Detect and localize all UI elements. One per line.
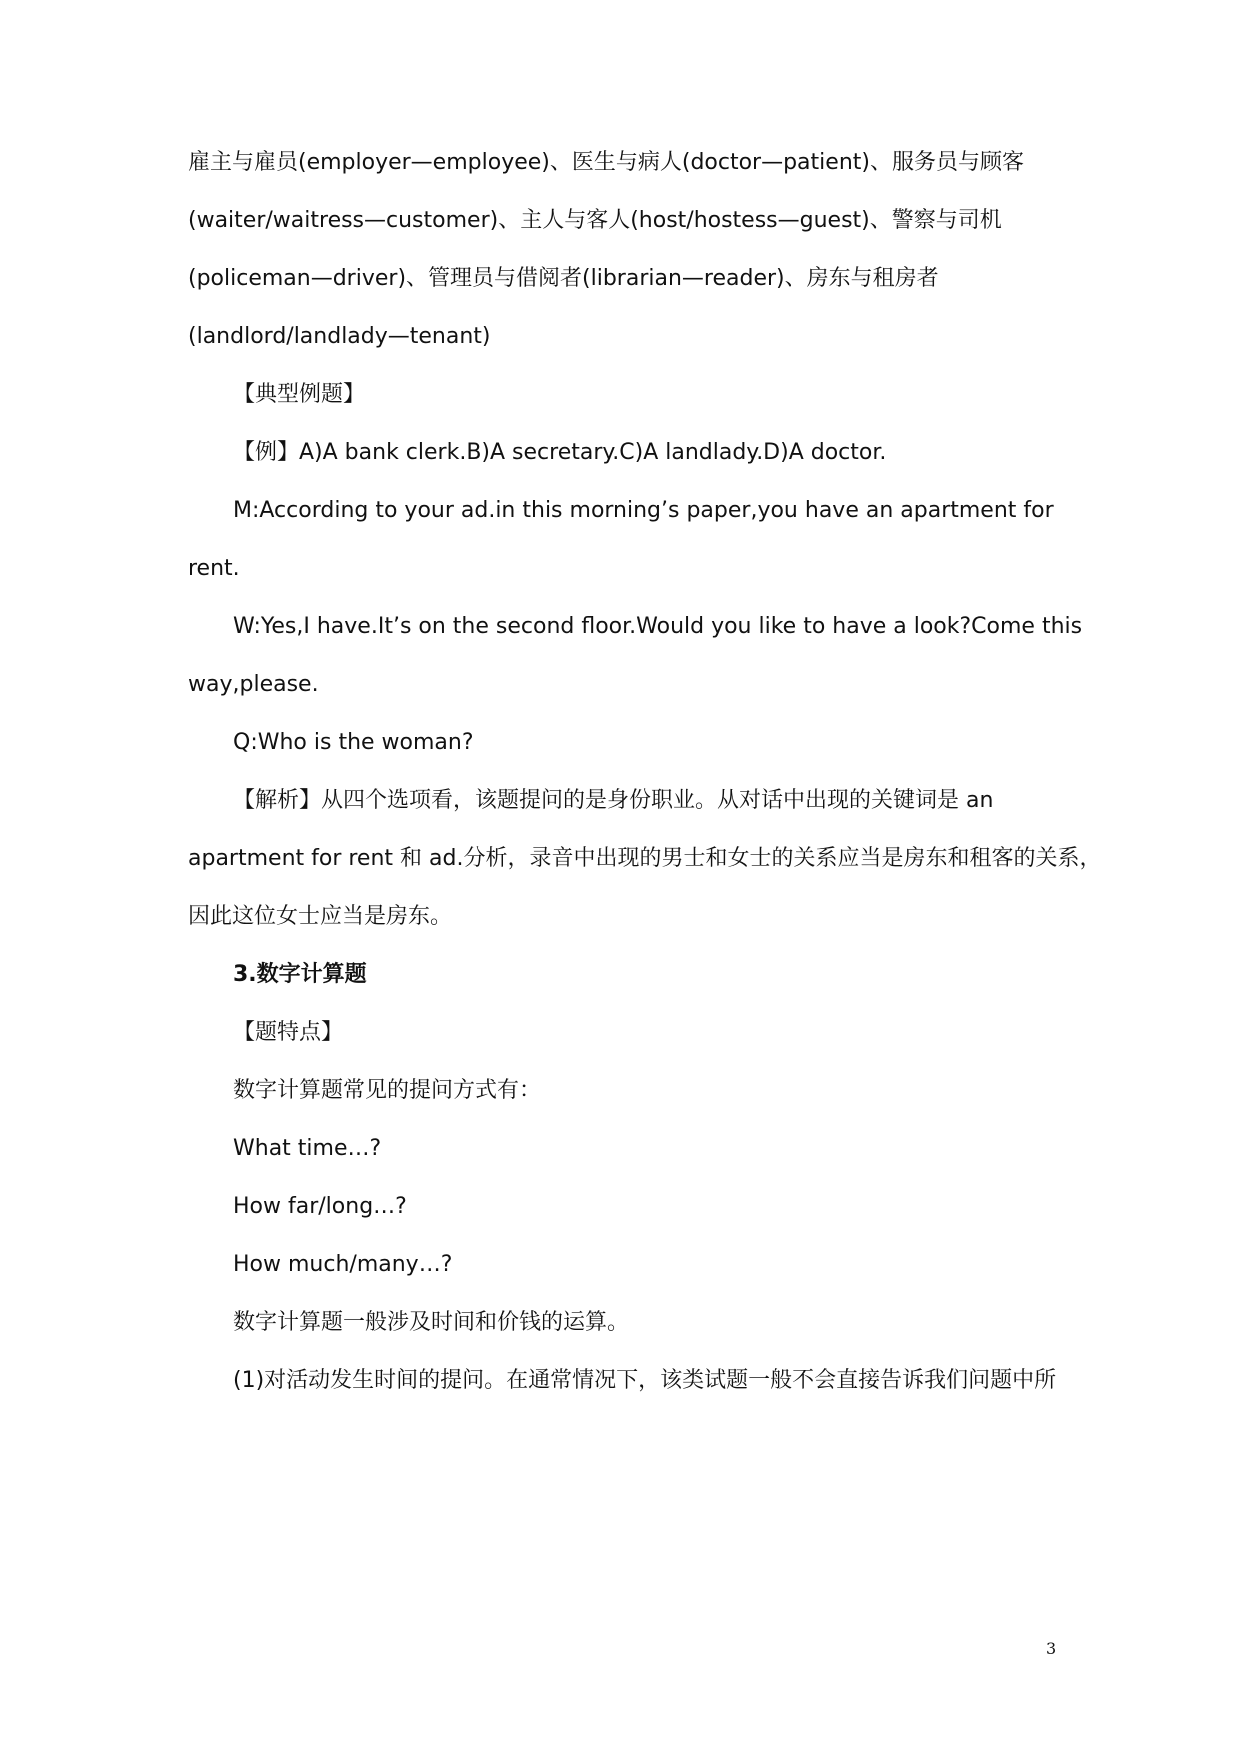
section-heading-typical-examples: 【典型例题】 bbox=[233, 382, 366, 407]
dialogue-man-line-1: M:According to your ad.in this morning’s paper,you have an apartment for bbox=[233, 498, 1054, 523]
dialogue-man-line-2: rent. bbox=[188, 556, 240, 581]
analysis-line-2: apartment for rent 和 ad.分析，录音中出现的男士和女士的关系应当是房东和租客的关系， bbox=[188, 846, 1102, 871]
example-options: 【例】A)A bank clerk.B)A secretary.C)A landlady.D)A doctor. bbox=[233, 440, 887, 465]
text-line-relationships-2: (waiter/waitress—customer)、主人与客人(host/hostess—guest)、警察与司机 bbox=[188, 208, 1002, 233]
question-form-what-time: What time…? bbox=[233, 1136, 382, 1161]
question-line: Q:Who is the woman? bbox=[233, 730, 474, 755]
dialogue-woman-line-1: W:Yes,I have.It’s on the second floor.Would you like to have a look?Come this bbox=[233, 614, 1083, 639]
page-number: 3 bbox=[1046, 1639, 1057, 1658]
question-form-how-much-many: How much/many…? bbox=[233, 1252, 453, 1277]
section-heading-number-calculation: 3.数字计算题 bbox=[233, 962, 367, 987]
text-line-relationships-4: (landlord/landlady—tenant) bbox=[188, 324, 491, 349]
body-text-question-forms: 数字计算题常见的提问方式有： bbox=[233, 1078, 542, 1103]
dialogue-woman-line-2: way,please. bbox=[188, 672, 319, 697]
analysis-line-3: 因此这位女士应当是房东。 bbox=[188, 904, 453, 929]
text-line-relationships-3: (policeman—driver)、管理员与借阅者(librarian—reader)、房东与租房者 bbox=[188, 266, 939, 291]
question-form-how-far-long: How far/long…? bbox=[233, 1194, 407, 1219]
body-text-time-question: (1)对活动发生时间的提问。在通常情况下，该类试题一般不会直接告诉我们问题中所 bbox=[233, 1368, 1057, 1393]
analysis-line-1: 【解析】从四个选项看，该题提问的是身份职业。从对话中出现的关键词是 an bbox=[233, 788, 994, 813]
subsection-heading-features: 【题特点】 bbox=[233, 1020, 344, 1045]
text-line-relationships-1: 雇主与雇员(employer—employee)、医生与病人(doctor—patient)、服务员与顾客 bbox=[188, 150, 1024, 175]
body-text-calculation-scope: 数字计算题一般涉及时间和价钱的运算。 bbox=[233, 1310, 630, 1335]
